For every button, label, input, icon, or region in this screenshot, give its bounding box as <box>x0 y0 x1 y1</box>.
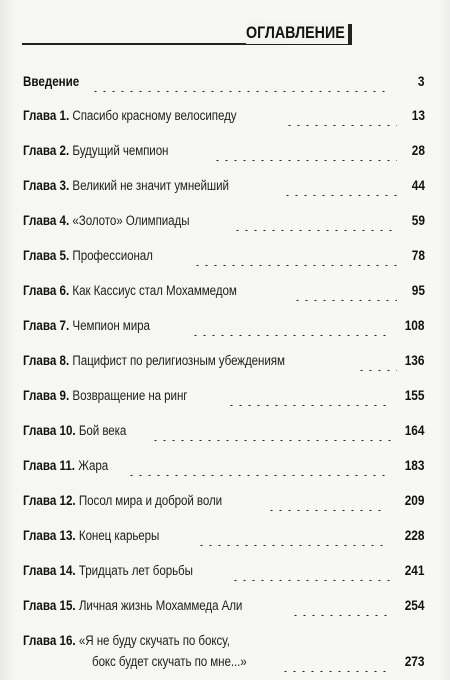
toc-entry-chapter-10[interactable] <box>23 421 427 441</box>
leader-dots <box>193 246 397 266</box>
leader-dots <box>285 106 397 126</box>
toc-entry-chapter-6[interactable] <box>23 281 427 301</box>
toc-page-number: 228 <box>405 528 425 543</box>
toc-page-number: 209 <box>405 493 425 508</box>
toc-chapter-prefix: Глава 3. <box>23 178 70 193</box>
toc-chapter-prefix: Глава 11. <box>23 458 76 473</box>
toc-page-number: 136 <box>405 353 425 368</box>
toc-page-number: 3 <box>418 74 425 89</box>
toc-entry-chapter-12[interactable] <box>23 491 427 511</box>
toc-entry-title: Возвращение на ринг <box>72 388 188 403</box>
toc-page-number: 108 <box>405 318 425 333</box>
toc-page-number: 273 <box>405 654 425 669</box>
leader-dots <box>281 652 387 672</box>
leader-dots <box>151 421 391 441</box>
leader-dots <box>283 176 397 196</box>
leader-dots <box>233 211 397 231</box>
toc-page-number: 59 <box>411 213 425 228</box>
leader-dots <box>231 561 391 581</box>
toc-entry-chapter-16[interactable] <box>23 631 427 651</box>
leader-dots <box>127 456 387 476</box>
toc-entry-chapter-3[interactable] <box>23 176 427 196</box>
toc-entry-title: Спасибо красному велосипеду <box>72 108 237 123</box>
toc-entry-title: Личная жизнь Мохаммеда Али <box>78 598 243 613</box>
toc-entry-chapter-14[interactable] <box>23 561 427 581</box>
leader-dots <box>293 281 397 301</box>
toc-chapter-prefix: Глава 4. <box>23 213 70 228</box>
leader-dots <box>357 351 397 371</box>
toc-page-number: 13 <box>411 108 425 123</box>
toc-chapter-prefix: Глава 5. <box>23 248 70 263</box>
toc-entry-chapter-11[interactable] <box>23 456 427 476</box>
toc-entry-chapter-8[interactable] <box>23 351 427 371</box>
toc-entry-chapter-15[interactable] <box>23 596 427 616</box>
toc-entry-chapter-4[interactable] <box>23 211 427 231</box>
toc-entry-title: Пацифист по религиозным убеждениям <box>72 353 285 368</box>
toc-page-number: 78 <box>411 248 425 263</box>
toc-entry-chapter-5[interactable] <box>23 246 427 266</box>
toc-chapter-prefix: Глава 12. <box>23 493 76 508</box>
toc-chapter-prefix: Глава 7. <box>23 318 70 333</box>
toc-chapter-prefix: Глава 14. <box>23 563 76 578</box>
leader-dots <box>91 72 391 92</box>
toc-page-number: 155 <box>405 388 425 403</box>
leader-dots <box>197 526 387 546</box>
leader-dots <box>267 491 387 511</box>
toc-page-number: 241 <box>405 563 425 578</box>
toc-entry-title: Профессионал <box>72 248 153 263</box>
toc-entry-title: Посол мира и доброй воли <box>78 493 223 508</box>
toc-entry-chapter-2[interactable] <box>23 141 427 161</box>
toc-chapter-prefix: Глава 1. <box>23 108 70 123</box>
toc-chapter-prefix: Глава 6. <box>23 283 70 298</box>
toc-chapter-prefix: Глава 2. <box>23 143 70 158</box>
toc-entry-title: Введение <box>23 74 80 89</box>
toc-chapter-prefix: Глава 9. <box>23 388 70 403</box>
toc-chapter-prefix: Глава 15. <box>23 598 76 613</box>
toc-entry-title: Будущий чемпион <box>72 143 169 158</box>
page-title-text: ОГЛАВЛЕНИЕ <box>246 23 345 42</box>
toc-entry-title: Жара <box>78 458 109 473</box>
leader-dots <box>291 596 387 616</box>
toc-chapter-prefix: Глава 8. <box>23 353 70 368</box>
toc-entry-title: Как Кассиус стал Мохаммедом <box>72 283 237 298</box>
toc-page-number: 44 <box>411 178 425 193</box>
page-title <box>246 22 348 44</box>
toc-page-number: 95 <box>411 283 425 298</box>
toc-entry-chapter-1[interactable] <box>23 106 427 126</box>
leader-dots <box>213 141 397 161</box>
toc-entry-chapter-7[interactable] <box>23 316 427 336</box>
leader-dots <box>191 316 387 336</box>
toc-chapter-prefix: Глава 10. <box>23 423 76 438</box>
toc-entry-intro[interactable] <box>23 72 427 92</box>
toc-entry-title: «Золото» Олимпиады <box>72 213 190 228</box>
toc-entry-chapter-16-continued[interactable] <box>23 652 427 672</box>
toc-entry-title: Тридцать лет борьбы <box>78 563 193 578</box>
leader-dots <box>227 386 387 406</box>
toc-entry-title: Конец карьеры <box>78 528 160 543</box>
toc-page-number: 28 <box>411 143 425 158</box>
toc-entry-chapter-9[interactable] <box>23 386 427 406</box>
toc-chapter-prefix: Глава 16. <box>23 633 76 648</box>
toc-page-number: 183 <box>405 458 425 473</box>
toc-entry-title: Чемпион мира <box>72 318 150 333</box>
toc-entry-title: Великий не значит умнейший <box>72 178 229 193</box>
toc-page-number: 254 <box>405 598 425 613</box>
toc-entry-title: Бой века <box>78 423 127 438</box>
toc-page-number: 164 <box>405 423 425 438</box>
toc-entry-title: «Я не буду скучать по боксу, <box>78 633 230 648</box>
toc-chapter-prefix: Глава 13. <box>23 528 76 543</box>
toc-entry-chapter-13[interactable] <box>23 526 427 546</box>
toc-entry-title-continued: бокс будет скучать по мне...» <box>92 654 247 669</box>
